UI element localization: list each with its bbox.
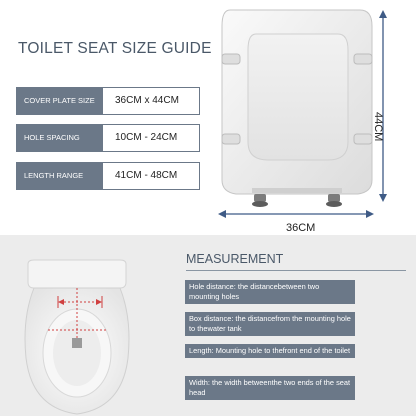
spec-row-length-range [16, 162, 200, 190]
measurement-item-width: Width: the width betweenthe two ends of the seat head [185, 376, 355, 400]
measurement-title: MEASUREMENT [186, 252, 284, 266]
measurement-item-length: Length: Mounting hole to thefront end of the toilet [185, 344, 355, 358]
spec-label: COVER PLATE SIZE [16, 87, 102, 115]
spec-value: 36CM x 44CM [102, 87, 200, 115]
measurement-divider [186, 270, 406, 271]
width-label: 36CM [286, 222, 316, 234]
height-dimension-arrow [376, 10, 390, 202]
spec-label: HOLE SPACING [16, 124, 102, 152]
height-label: 44CM [372, 112, 384, 142]
page-title: TOILET SEAT SIZE GUIDE [18, 40, 212, 57]
toilet-top-view-illustration [18, 258, 136, 416]
measurement-item-hole-distance: Hole distance: the distancebetween two mounting holes [185, 280, 355, 304]
spec-row-hole-spacing [16, 124, 200, 152]
spec-value: 41CM - 48CM [102, 162, 200, 190]
width-dimension-arrow [218, 207, 374, 221]
measurement-item-box-distance: Box distance: the distancefrom the mounting hole to thewater tank [185, 312, 355, 336]
spec-row-cover-plate [16, 87, 200, 115]
spec-label: LENGTH RANGE [16, 162, 102, 190]
toilet-seat-illustration [212, 4, 382, 210]
spec-value: 10CM - 24CM [102, 124, 200, 152]
